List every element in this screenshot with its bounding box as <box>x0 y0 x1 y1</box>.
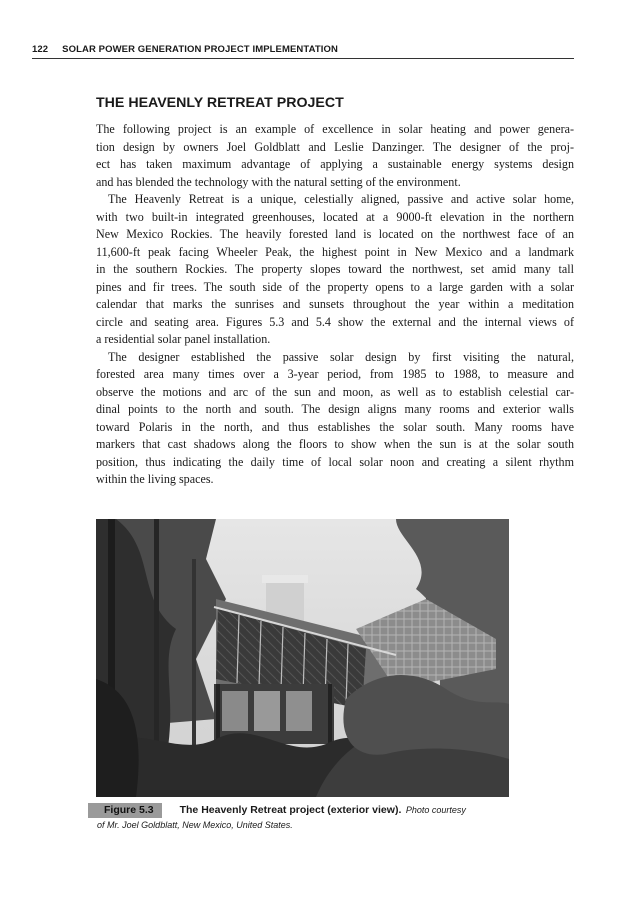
body-line: circle and seating area. Figures 5.3 and 5.4 show the external and the internal views of <box>96 314 574 329</box>
body-line: The following project is an example of excellence in solar heating and power genera- <box>96 122 574 136</box>
body-line: ect has taken maximum advantage of applying a sustainable energy systems design <box>96 157 574 171</box>
section-title: THE HEAVENLY RETREAT PROJECT <box>96 95 344 111</box>
figure-credit: Photo courtesy <box>405 805 466 815</box>
running-title: SOLAR POWER GENERATION PROJECT IMPLEMENTATION <box>62 44 338 55</box>
figure-photo <box>96 519 509 797</box>
page-number: 122 <box>32 44 49 55</box>
figure-title: The Heavenly Retreat project (exterior view). <box>179 804 402 816</box>
body-line: dinal points to the north and south. The design aligns many rooms and exterior walls <box>96 402 574 416</box>
body-line: calendar that marks the sunrises and sunsets throughout the year within a meditation <box>96 297 574 311</box>
body-line: forested area many times over a 3-year period, from 1985 to 1988, to measure and <box>96 367 574 381</box>
body-line: observe the motions and arc of the sun and moon, as well as to establish celestial car- <box>96 384 574 399</box>
body-line: position, thus indicating the daily time of local solar noon and creating a silent rhythm <box>96 454 574 469</box>
body-line: within the living spaces. <box>96 472 214 486</box>
body-line: The Heavenly Retreat is a unique, celestially aligned, passive and active solar home, <box>108 192 574 206</box>
body-line: markers that cast shadows along the floors to show when the sun is at the solar south <box>96 437 574 451</box>
body-line: a residential solar panel installation. <box>96 332 271 346</box>
body-line: toward Polaris in the north, and thus establishes the solar south. Many rooms have <box>96 419 574 434</box>
body-line: New Mexico Rockies. The heavily forested land is located on the northwest face of an <box>96 227 574 241</box>
body-text <box>96 121 574 489</box>
body-line: with two built-in integrated greenhouses, located at a 9000-ft elevation in the northern <box>96 209 574 224</box>
body-line: tion design by owners Joel Goldblatt and Leslie Danzinger. The designer of the proj- <box>96 139 574 154</box>
body-line: The designer established the passive solar design by first visiting the natural, <box>108 349 574 364</box>
running-header <box>32 44 574 59</box>
body-line: and has blended the technology with the natural setting of the environment. <box>96 174 461 189</box>
figure-caption <box>88 801 568 830</box>
figure-label: Figure 5.3 <box>88 803 162 818</box>
house-photo-illustration <box>96 519 509 797</box>
figure-credit-continued: of Mr. Joel Goldblatt, New Mexico, United States. <box>97 820 293 830</box>
body-line: 11,600-ft peak facing Wheeler Peak, the highest point in New Mexico and a landmark <box>96 244 574 259</box>
body-line: pines and fir trees. The south side of the property opens to a large garden with a solar <box>96 279 574 294</box>
body-line: in the southern Rockies. The property slopes toward the northwest, set amid many tall <box>96 262 574 276</box>
